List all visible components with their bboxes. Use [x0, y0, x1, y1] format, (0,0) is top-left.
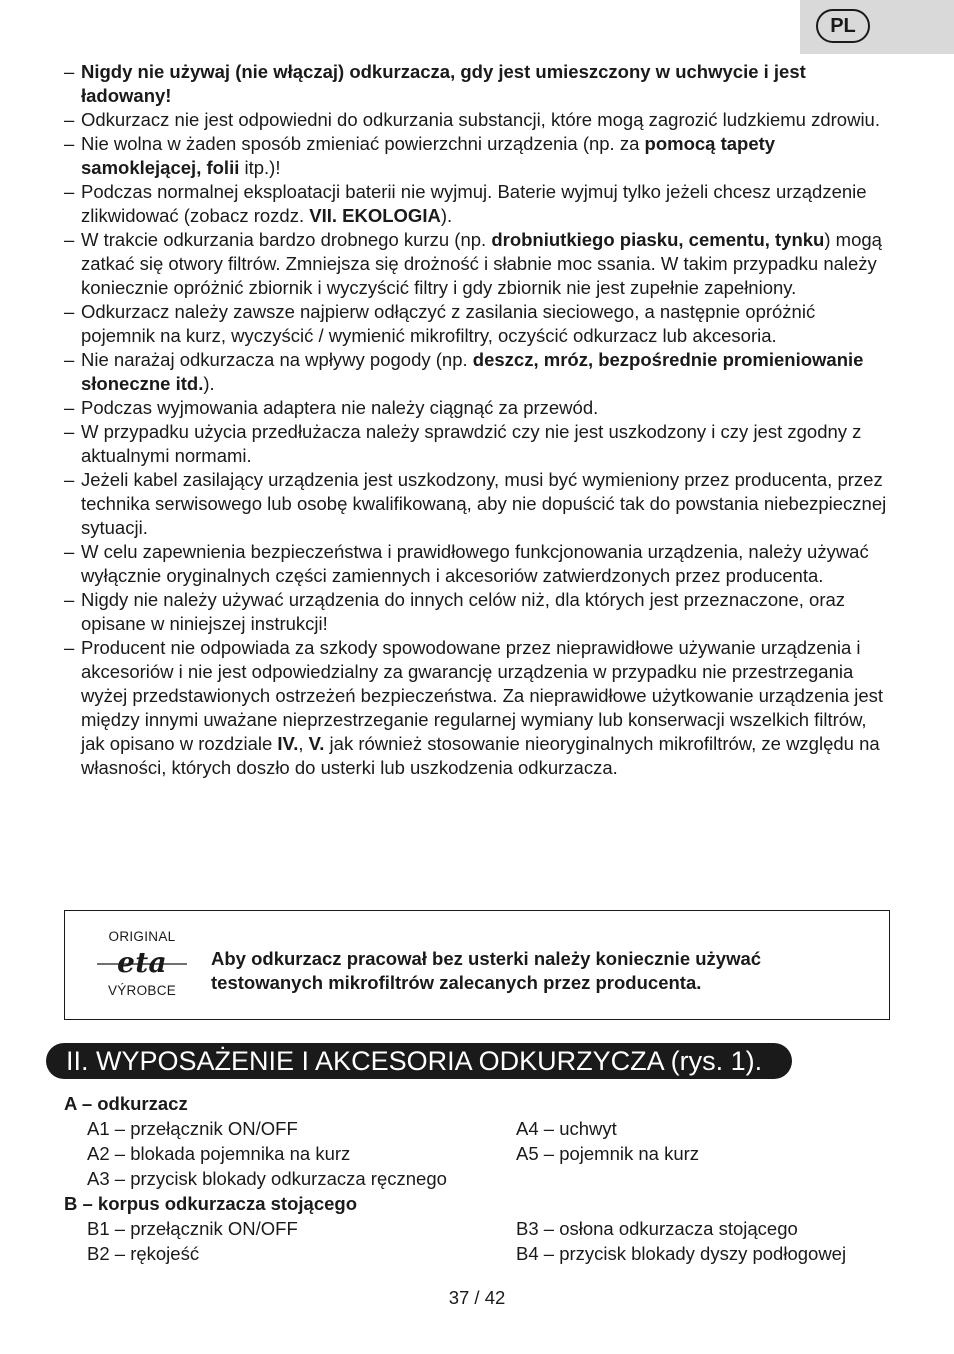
bullet-text: Odkurzacz nie jest odpowiedni do odkurzania substancji, które mogą zagrozić ludzkiemu zdrowiu. — [81, 109, 880, 130]
list-item: – Odkurzacz należy zawsze najpierw odłączyć z zasilania sieciowego, a następnie opróżnić pojemnik na kurz, wyczyścić / wymienić mikrofiltry, oczyścić odkurzacz lub akcesoria. — [64, 301, 816, 346]
list-item: – Nigdy nie używaj (nie włączaj) odkurzacza, gdy jest umieszczony w uchwycie i jest ładowany! — [64, 61, 806, 106]
bullet-text: Jeżeli kabel zasilający urządzenia jest uszkodzony, musi być wymieniony przez producenta, przez technika serwisowego lub osobę kwalifikowaną, aby nie dopuścić tak do powstania niebezpiecznej sytuacji. — [81, 469, 887, 538]
chapter-reference: IV. — [277, 733, 299, 754]
logo-bottom-text: VÝROBCE — [107, 983, 177, 998]
bullet-text: Podczas normalnej eksploatacji baterii nie wyjmuj. Baterie wyjmuj tylko jeżeli chcesz urządzenie zlikwidować (zobacz rozdz. — [81, 181, 867, 226]
bullet-text: Nie wolna w żaden sposób zmieniać powierzchni urządzenia (np. za — [81, 133, 645, 154]
bullet-text: Nigdy nie używaj (nie włączaj) odkurzacza, gdy jest umieszczony w uchwycie i jest ładowany! — [81, 61, 806, 106]
list-item: – Podczas normalnej eksploatacji baterii nie wyjmuj. Baterie wyjmuj tylko jeżeli chcesz urządzenie zlikwidować (zobacz rozdz. VII. EKOLOGIA). — [64, 181, 867, 226]
part-item: A4 – uchwyt — [516, 1118, 617, 1139]
language-badge: PL — [816, 9, 870, 43]
list-item: – Podczas wyjmowania adaptera nie należy ciągnąć za przewód. — [64, 397, 599, 418]
safety-instructions-list — [64, 60, 894, 780]
part-item: B3 – osłona odkurzacza stojącego — [516, 1218, 798, 1239]
bullet-text: W trakcie odkurzania bardzo drobnego kurzu (np. — [81, 229, 492, 250]
logo-word: eta — [117, 947, 167, 979]
bullet-emphasis: drobniutkiego piasku, cementu, tynku — [491, 229, 825, 250]
bullet-text: ). — [440, 205, 453, 226]
bullet-text: , — [298, 733, 309, 754]
part-item: A2 – blokada pojemnika na kurz — [87, 1143, 351, 1164]
chapter-reference: V. — [308, 733, 325, 754]
section-title: II. WYPOSAŻENIE I AKCESORIA ODKURZYCZA (rys. 1). — [66, 1046, 763, 1076]
eta-original-logo — [87, 929, 197, 1003]
page-number: 37 / 42 — [448, 1287, 506, 1308]
eta-logo-mark — [95, 947, 189, 979]
bullet-text: Producent nie odpowiada za szkody spowodowane przez nieprawidłowe używanie urządzenia i akcesoriów i nie jest odpowiedzialny za gwarancję urządzenia w przypadku nie przestrzegania wyżej przedstawionych ostrzeżeń bezpieczeństwa. Za nieprawidłowe użytkowanie urządzenia jest między innymi uważane nieprzestrzeganie regularnej wymiany lub konserwacji wszelkich filtrów, jak opisano w rozdziale — [81, 637, 884, 754]
bullet-emphasis: pomocą tapety samoklejącej, folii — [81, 133, 776, 178]
list-item: – W trakcie odkurzania bardzo drobnego kurzu (np. drobniutkiego piasku, cementu, tynku) mogą zatkać się otwory filtrów. Zmniejsza się drożność i słabnie moc ssania. W takim przypadku należy koniecznie opróżnić zbiornik i wyczyścić filtry i gdy zbiornik nie jest zupełnie zapełniony. — [64, 229, 882, 298]
bullet-text: Nigdy nie należy używać urządzenia do innych celów niż, dla których jest przeznaczone, oraz opisane w niniejszej instrukcji! — [81, 589, 846, 634]
part-item: A3 – przycisk blokady odkurzacza ręcznego — [87, 1168, 447, 1189]
notice-text: Aby odkurzacz pracował bez usterki należy koniecznie używać testowanych mikrofiltrów zalecanych przez producenta. — [211, 948, 762, 993]
list-item: – W celu zapewnienia bezpieczeństwa i prawidłowego funkcjonowania urządzenia, należy używać wyłącznie oryginalnych części zamiennych i akcesoriów zatwierdzonych przez producenta. — [64, 541, 869, 586]
bullet-text: Odkurzacz należy zawsze najpierw odłączyć z zasilania sieciowego, a następnie opróżnić pojemnik na kurz, wyczyścić / wymienić mikrofiltry, oczyścić odkurzacz lub akcesoria. — [81, 301, 816, 346]
group-a-heading: A – odkurzacz — [64, 1093, 188, 1114]
chapter-reference: VII. EKOLOGIA — [309, 205, 441, 226]
part-item: B2 – rękojeść — [87, 1243, 200, 1264]
bullet-emphasis: deszcz, mróz, bezpośrednie promieniowanie słoneczne itd. — [81, 349, 864, 394]
section-header — [46, 1043, 792, 1079]
part-item: B4 – przycisk blokady dyszy podłogowej — [516, 1243, 847, 1264]
bullet-text: W celu zapewnienia bezpieczeństwa i prawidłowego funkcjonowania urządzenia, należy używać wyłącznie oryginalnych części zamiennych i akcesoriów zatwierdzonych przez producenta. — [81, 541, 869, 586]
list-item: – Producent nie odpowiada za szkody spowodowane przez nieprawidłowe używanie urządzenia i akcesoriów i nie jest odpowiedzialny za gwarancję urządzenia w przypadku nie przestrzegania wyżej przedstawionych ostrzeżeń bezpieczeństwa. Za nieprawidłowe użytkowanie urządzenia jest między innymi uważane nieprzestrzeganie regularnej wymiany lub konserwacji wszelkich filtrów, jak opisano w rozdziale IV., V. jak również stosowanie nieoryginalnych mikrofiltrów, ze względu na własności, których doszło do usterki lub uszkodzenia odkurzacza. — [64, 637, 884, 778]
list-item: – Nie narażaj odkurzacza na wpływy pogody (np. deszcz, mróz, bezpośrednie promieniowanie słoneczne itd.). — [64, 349, 864, 394]
bullet-text: ) mogą zatkać się otwory filtrów. Zmniejsza się drożność i słabnie moc ssania. W takim przypadku należy koniecznie opróżnić zbiornik i wyczyścić filtry i gdy zbiornik nie jest zupełnie zapełniony. — [81, 229, 882, 298]
list-item: – Nigdy nie należy używać urządzenia do innych celów niż, dla których jest przeznaczone, oraz opisane w niniejszej instrukcji! — [64, 589, 846, 634]
language-tab — [800, 0, 954, 54]
list-item: – Nie wolna w żaden sposób zmieniać powierzchni urządzenia (np. za pomocą tapety samoklejącej, folii itp.)! — [64, 133, 776, 178]
part-item: A1 – przełącznik ON/OFF — [87, 1118, 298, 1139]
bullet-text: W przypadku użycia przedłużacza należy sprawdzić czy nie jest uszkodzony i czy jest zgodny z aktualnymi normami. — [81, 421, 862, 466]
list-item: – W przypadku użycia przedłużacza należy sprawdzić czy nie jest uszkodzony i czy jest zgodny z aktualnymi normami. — [64, 421, 862, 466]
part-item: B1 – przełącznik ON/OFF — [87, 1218, 298, 1239]
bullet-text: ). — [203, 373, 215, 394]
list-item: – Odkurzacz nie jest odpowiedni do odkurzania substancji, które mogą zagrozić ludzkiemu zdrowiu. — [64, 109, 880, 130]
bullet-text: Podczas wyjmowania adaptera nie należy ciągnąć za przewód. — [81, 397, 599, 418]
bullet-text: jak również stosowanie nieoryginalnych mikrofiltrów, ze względu na własności, których doszło do usterki lub uszkodzenia odkurzacza. — [81, 733, 880, 778]
list-item: – Jeżeli kabel zasilający urządzenia jest uszkodzony, musi być wymieniony przez producenta, przez technika serwisowego lub osobę kwalifikowaną, aby nie dopuścić tak do powstania niebezpiecznej sytuacji. — [64, 469, 887, 538]
group-b-heading: B – korpus odkurzacza stojącego — [64, 1193, 358, 1214]
bullet-text: Nie narażaj odkurzacza na wpływy pogody (np. — [81, 349, 473, 370]
part-item: A5 – pojemnik na kurz — [516, 1143, 700, 1164]
logo-top-text: ORIGINAL — [108, 929, 176, 944]
bullet-text: itp.)! — [239, 157, 281, 178]
original-parts-notice — [64, 910, 890, 1020]
